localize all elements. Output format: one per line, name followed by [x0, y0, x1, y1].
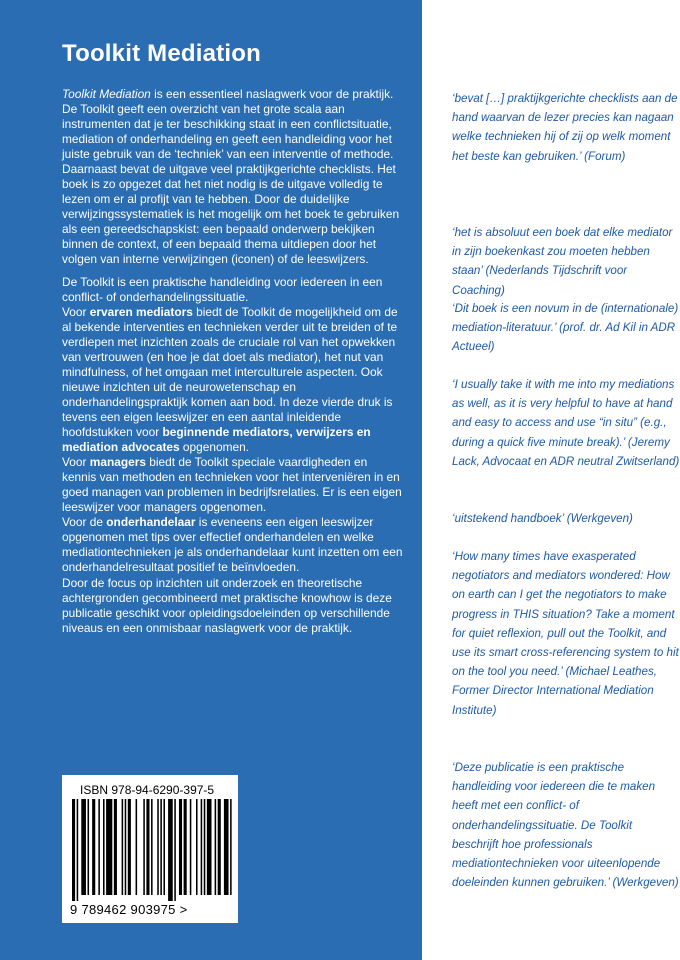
p2-text-c: biedt de Toolkit de mogelijkheid om de al bekende interventies en technieken verder uit te breiden of te verdiepen met inzichten zoals de cruciale rol van het opwekken van vertrouwen (en hoe je dat doet als mediator), het nut van mindfulness, of het omgaan met interculturele aspecten. Ook nieuwe inzichten uit de neurowetenschap en onderhandelingspraktijk komen aan bod. In deze vierde druk is tevens een eigen leeswijzer en een aantal inleidende hoofdstukken voor	[62, 305, 398, 439]
barcode-bar	[196, 799, 198, 895]
barcode-bar	[157, 799, 159, 895]
barcode-bar	[207, 799, 212, 895]
barcode-bar	[106, 799, 112, 895]
barcode-bar	[122, 799, 124, 895]
review-quote-5: ‘uitstekend handboek’ (Werkgeven)	[452, 512, 633, 525]
barcode-bar	[88, 799, 90, 895]
barcode-bar	[146, 799, 149, 895]
p4-text-a: Voor de	[62, 515, 107, 529]
main-paragraph-2	[62, 305, 404, 455]
barcode-bar	[215, 799, 217, 895]
review-quote-7: ‘Deze publicatie is een praktische handleiding voor iedereen die te maken heeft met een conflict- of onderhandelingssituatie. De Toolkit beschrijft hoe professionals mediationtechnieken voor uiteenlopende doeleinden kunnen gebruiken.’ (Werkgeven)	[452, 761, 679, 890]
barcode-bar	[136, 799, 138, 895]
barcode-bar	[103, 799, 105, 895]
barcode-bar	[151, 799, 153, 895]
review-quote-4: ‘I usually take it with me into my mediations as well, as it is very helpful to have at hand and easy to access and use “in situ” (e.g., during a quick five minute break).’ (Jeremy Lack, Advocaat en ADR neutral Zwitserland)	[452, 378, 680, 468]
back-cover-right-panel	[422, 0, 680, 960]
closing-paragraph	[62, 576, 404, 636]
review-quote-2: ‘het is absoluut een boek dat elke mediator in zijn boekenkast zou moeten hebben staan’ (Nederlands Tijdschrift voor Coaching)	[452, 226, 673, 297]
barcode-bar	[125, 799, 127, 895]
barcode-bar	[230, 799, 232, 895]
intro-paragraph	[62, 87, 404, 267]
barcode-bars	[68, 799, 232, 901]
p4-text-c: is eveneens een eigen leeswijzer opgenomen met tips over effectief onderhandelen en welke mediationtechnieken je als onderhandelaar kunt inzetten om een onderhandelresultaat positief te beïnvloeden.	[62, 515, 403, 574]
barcode-bar	[218, 799, 221, 895]
barcode-bar	[204, 799, 206, 895]
p3-bold-managers: managers	[89, 455, 146, 469]
main-paragraph-3	[62, 455, 404, 515]
intro-text: is een essentieel naslagwerk voor de praktijk. De Toolkit geeft een overzicht van het grote scala aan instrumenten dat je ter beschikking staat in een conflictsituatie, mediation of onderhandeling en geeft een handleiding voor het juiste gebruik van de ‘techniek’ van een interventie of methode. Daarnaast bevat de uitgave veel praktijkgerichte checklists. Het boek is zo opgezet dat het niet nodig is de uitgave volledig te lezen om er al profijt van te hebben. Door de duidelijke verwijzingssystematiek is het mogelijk om het boek te gebruiken als een gereedschapskist: een bepaald onderwerp bekijken binnen de context, of een bepaald thema uitdiepen door het volgen van interne verwijzingen (iconen) of de leeswijzers.	[62, 87, 400, 266]
p2-text-e: opgenomen.	[179, 440, 250, 454]
barcode-bar	[72, 799, 75, 901]
p3-text-a: Voor	[62, 455, 90, 469]
closing-text: Door de focus op inzichten uit onderzoek en theoretische achtergronden gecombineerd met praktische knowhow is deze publicatie geschikt voor opleidingsdoeleinden op verschillende niveaus en een onmisbaar naslagwerk voor de praktijk.	[62, 576, 392, 635]
barcode-bar	[81, 799, 86, 895]
barcode-bar	[160, 799, 162, 895]
barcode-bar	[224, 799, 229, 895]
barcode-bar	[190, 799, 192, 895]
barcode-bar	[143, 799, 145, 895]
p4-bold-onderhandelaar: onderhandelaar	[106, 515, 196, 529]
barcode-bar	[184, 799, 187, 895]
barcode-bar	[128, 799, 131, 895]
main-paragraph-1: De Toolkit is een praktische handleiding voor iedereen in een conflict- of onderhandelingssituatie.	[62, 275, 383, 304]
barcode-box	[62, 775, 238, 923]
barcode-bar	[114, 799, 117, 895]
barcode-bar	[77, 799, 79, 901]
barcode-digits: 9 789462 903975 >	[70, 902, 188, 917]
review-quote-3: ‘Dit boek is een novum in de (internationale) mediation-literatuur.’ (prof. dr. Ad Kil in ADR Actueel)	[452, 302, 679, 354]
isbn-label: ISBN 978-94-6290-397-5	[80, 783, 215, 797]
barcode-bar	[174, 799, 176, 901]
review-quote-1: ‘bevat […] praktijkgerichte checklists aan de hand waarvan de lezer precies kan nagaan welke technieken hij of zij op welk moment het beste kan gebruiken.’ (Forum)	[452, 92, 678, 163]
barcode-bar	[92, 799, 95, 895]
barcode-bar	[168, 799, 173, 901]
p2-bold-ervaren-mediators: ervaren mediators	[89, 305, 193, 319]
barcode-bar	[179, 799, 182, 895]
p3-text-c: biedt de Toolkit speciale vaardigheden en kennis van methoden en technieken voor het interveniëren in en goed managen van problemen in bedrijfsrelaties. Er is een eigen leeswijzer voor managers opgenomen.	[62, 455, 402, 514]
book-title: Toolkit Mediation	[62, 40, 261, 67]
review-quote-6: ‘How many times have exasperated negotiators and mediators wondered: How on earth can I get the negotiators to make progress in THIS situation? Take a moment for quiet reflexion, pull out the Toolkit, and use its smart cross-referencing system to hit on the tool you need.’ (Michael Leathes, Former Director International Mediation Institute)	[452, 550, 679, 717]
p2-text-a: Voor	[62, 305, 90, 319]
barcode-bar	[201, 799, 203, 895]
p2-bold-beginnende-mediators: beginnende mediators, verwijzers en mediation advocates	[62, 425, 371, 454]
main-description	[62, 275, 404, 575]
intro-title-emphasis: Toolkit Mediation	[62, 87, 151, 101]
barcode-bar	[98, 799, 100, 895]
barcode-bar	[163, 799, 165, 895]
main-paragraph-4	[62, 515, 404, 575]
